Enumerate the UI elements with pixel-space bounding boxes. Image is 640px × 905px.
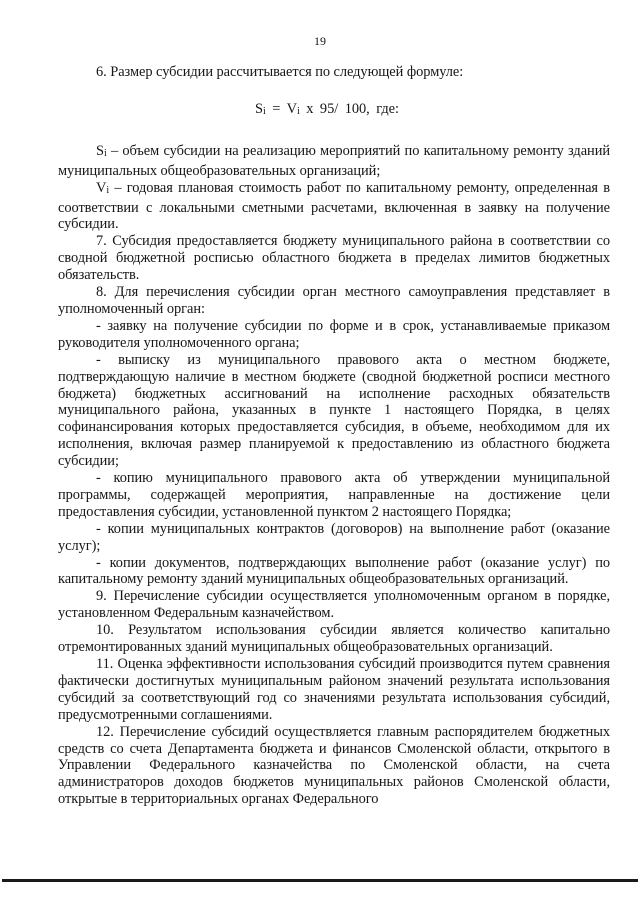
formula-rest: x 95/ 100, где: xyxy=(299,100,399,117)
definition-s xyxy=(58,143,610,180)
paragraph-8-item-5: - копии документов, подтверждающих выполнение работ (оказание услуг) по капитальному ремонту зданий муниципальных общеобразовательных организаций. xyxy=(58,554,610,588)
definition-v-symbol: V xyxy=(96,179,107,196)
definition-s-symbol: S xyxy=(96,142,104,159)
paragraph-6-intro: 6. Размер субсидии рассчитывается по следующей формуле: xyxy=(96,64,464,80)
bottom-scan-border xyxy=(2,879,638,882)
paragraph-10: 10. Результатом использования субсидии является количество капитально отремонтированных зданий муниципальных общеобразовательных организаций. xyxy=(58,622,610,656)
definition-s-subscript: i xyxy=(103,147,107,159)
formula-equals: = xyxy=(265,100,287,117)
paragraph-11: 11. Оценка эффективности использования субсидий производится путем сравнения фактически достигнутых муниципальным районом значений результата использования субсидий за соответствующий год со значениями результата использования субсидий, предусмотренными соглашениями. xyxy=(58,656,610,723)
page-number: 19 xyxy=(314,34,326,48)
formula-s-subscript: i xyxy=(262,105,266,117)
paragraph-8-item-3: - копию муниципального правового акта об утверждении муниципальной программы, содержащей мероприятия, направленные на достижение цели предоставления субсидии, установленной пунктом 2 настоящего Порядка; xyxy=(58,470,610,520)
paragraph-8-item-1: - заявку на получение субсидии по форме и в срок, устанавливаемые приказом руководителя уполномоченного органа; xyxy=(58,317,610,351)
formula-s: S xyxy=(255,100,263,117)
paragraph-7: 7. Субсидия предоставляется бюджету муниципального района в соответствии со сводной бюджетной росписью областного бюджета в пределах лимитов бюджетных обязательств. xyxy=(58,233,610,284)
paragraph-8: 8. Для перечисления субсидии орган местного самоуправления представляет в уполномоченный орган: xyxy=(58,284,610,317)
definition-v xyxy=(58,180,610,234)
paragraph-8-item-2: - выписку из муниципального правового акта о местном бюджете, подтверждающую наличие в местном бюджете (сводной бюджетной росписи местного бюджета) бюджетных ассигнований на исполнение расходных обязательств муниципального района, указанных в пункте 1 настоящего Порядка, в целях софинансирования которых предоставляется субсидия, в объеме, необходимом для их исполнения, включая размер планируемой к предоставлению из областного бюджета субсидии; xyxy=(58,351,610,470)
formula-v-subscript: i xyxy=(296,105,300,117)
document-body xyxy=(58,64,610,808)
paragraph-8-item-4: - копии муниципальных контрактов (договоров) на выполнение работ (оказание услуг); xyxy=(58,520,610,554)
definition-v-subscript: i xyxy=(106,184,110,196)
subsidy-formula xyxy=(58,101,610,121)
formula-v: V xyxy=(286,100,297,117)
paragraph-9: 9. Перечисление субсидии осуществляется уполномоченным органом в порядке, установленном Федеральным казначейством. xyxy=(58,588,610,622)
definition-s-text: – объем субсидии на реализацию мероприятий по капитальному ремонту зданий муниципальных общеобразовательных организаций; xyxy=(58,142,610,179)
paragraph-12: 12. Перечисление субсидий осуществляется главным распорядителем бюджетных средств со счета Департамента бюджета и финансов Смоленской области, открытого в Управлении Федерального казначейства по Смоленской области, на счета администраторов доходов бюджетов муниципальных районов Смоленской области, открытые в территориальных органах Федерального xyxy=(58,723,610,808)
definition-v-text: – годовая плановая стоимость работ по капитальному ремонту, определенная в соответствии с локальными сметными расчетами, включенная в заявку на получение субсидии. xyxy=(58,179,610,233)
